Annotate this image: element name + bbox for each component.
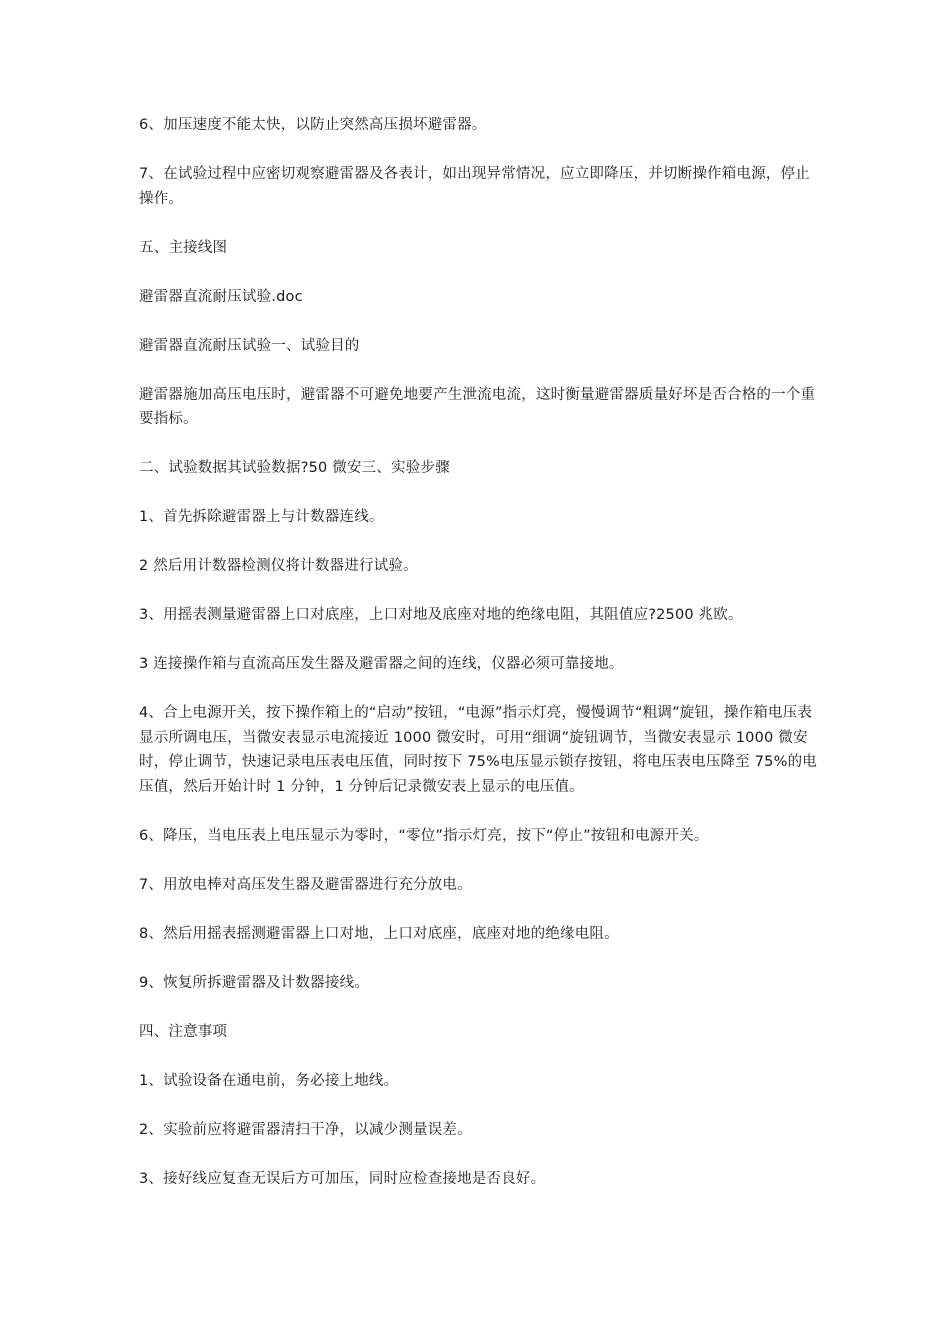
paragraph-step-2: 2 然后用计数器检测仪将计数器进行试验。 [139,558,418,574]
paragraph-step-9: 9、恢复所拆避雷器及计数器接线。 [139,974,369,991]
paragraph-precaution-3: 3、接好线应复查无误后方可加压，同时应检查接地是否良好。 [139,1170,546,1187]
section-heading-purpose: 避雷器直流耐压试验一、试验目的 [139,337,360,354]
paragraph-step-3-connect: 3 连接操作箱与直流高压发生器及避雷器之间的连线，仪器必须可靠接地。 [139,656,624,672]
section-heading-precautions: 四、注意事项 [139,1023,228,1040]
paragraph-step-7-discharge: 7、用放电棒对高压发生器及避雷器进行充分放电。 [139,876,472,893]
paragraph-step-3-insulation: 3、用摇表测量避雷器上口对底座，上口对地及底座对地的绝缘电阻，其阻值应?2500 兆欧。 [139,607,743,623]
paragraph-purpose: 避雷器施加高压电压时，避雷器不可避免地要产生泄流电流，这时衡量避雷器质量好坏是否合格的一个重要指标。 [139,386,816,427]
paragraph-step-7-observe: 7、在试验过程中应密切观察避雷器及各表计，如出现异常情况，应立即降压，并切断操作箱电源，停止操作。 [139,166,810,207]
document-filename: 避雷器直流耐压试验.doc [139,288,303,305]
section-heading-wiring-diagram: 五、主接线图 [139,239,228,256]
paragraph-step-6-depressurize: 6、降压，当电压表上电压显示为零时，“零位”指示灯亮，按下“停止”按钮和电源开关。 [139,827,709,844]
paragraph-step-6-pressurize-speed: 6、加压速度不能太快，以防止突然高压损坏避雷器。 [139,117,487,133]
paragraph-step-1: 1、首先拆除避雷器上与计数器连线。 [139,509,384,525]
document-body [139,113,817,1191]
paragraph-step-4: 4、合上电源开关，按下操作箱上的“启动”按钮，“电源”指示灯亮，慢慢调节“粗调”旋钮，操作箱电压表显示所调电压，当微安表显示电流接近 1000 微安时，可用“细调”旋钮调节，当微安表显示 1000 微安时，停止调节，快速记录电压表电压值，同时按下 75%电压显示锁存按钮，将电压表电压降至 75%的电压值，然后开始计时 1 分钟，1 分钟后记录微安表上显示的电压值。 [139,705,817,795]
section-heading-data-and-steps: 二、试验数据其试验数据?50 微安三、实验步骤 [139,460,450,476]
paragraph-step-8: 8、然后用摇表摇测避雷器上口对地，上口对底座，底座对地的绝缘电阻。 [139,925,619,942]
paragraph-precaution-2: 2、实验前应将避雷器清扫干净，以减少测量误差。 [139,1121,472,1138]
paragraph-precaution-1: 1、试验设备在通电前，务必接上地线。 [139,1072,399,1089]
